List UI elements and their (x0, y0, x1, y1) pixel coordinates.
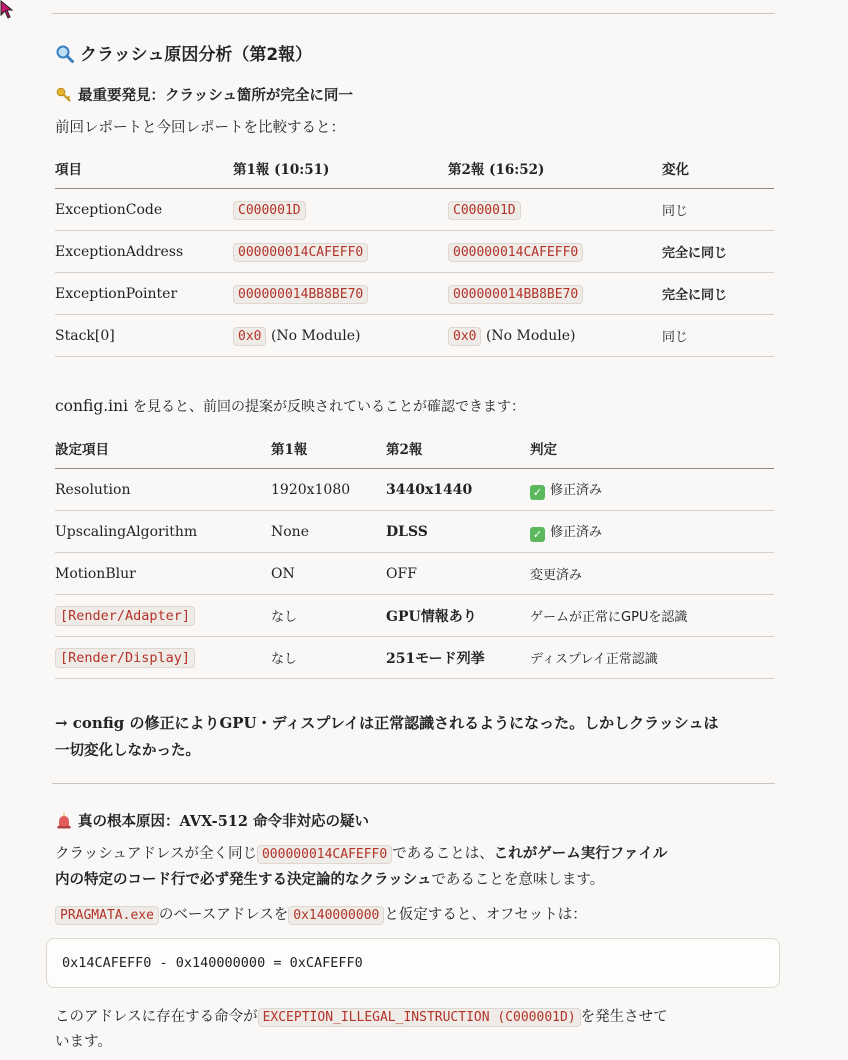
cell-v2: C000001D (448, 189, 662, 231)
column-header: 判定 (530, 428, 774, 469)
column-header: 変化 (662, 148, 774, 189)
cell-item: [Render/Adapter] (55, 595, 271, 637)
cell-v1: 1920x1080 (271, 469, 386, 511)
column-header: 項目 (55, 148, 233, 189)
cell-item: Stack[0] (55, 315, 233, 357)
table-row (55, 273, 774, 315)
cell-v1: ON (271, 553, 386, 595)
cell-item: MotionBlur (55, 553, 271, 595)
table-row (55, 231, 774, 273)
root-cause-paragraph-1-cont: 内の特定のコード行で必ず発生する決定論的なクラッシュであることを意味します。 (55, 872, 605, 888)
cell-item: [Render/Display] (55, 637, 271, 679)
column-header: 第1報 (271, 428, 386, 469)
table-row (55, 637, 774, 679)
root-cause-paragraph-2: PRAGMATA.exe のベースアドレスを 0x140000000 と仮定すると、オフセットは： (55, 903, 587, 924)
check-mark-icon: ✓ (530, 485, 545, 500)
table-header-row (55, 428, 774, 469)
divider-top (52, 13, 775, 14)
cell-v1: None (271, 511, 386, 553)
conclusion-line-1: → config の修正によりGPU・ディスプレイは正常認識されるようになった。しかしクラッシュは (55, 714, 719, 732)
cell-change: 完全に同じ (662, 231, 774, 273)
cell-judge: ✓ 修正済み (530, 511, 774, 553)
key-icon (56, 87, 72, 103)
offset-code-text: 0x14CAFEFF0 - 0x140000000 = 0xCAFEFF0 (62, 955, 363, 971)
cell-v1: 0x0 (No Module) (233, 315, 448, 357)
table-row (55, 553, 774, 595)
conclusion-line-2: 一切変化しなかった。 (55, 743, 200, 759)
column-header: 第2報 (386, 428, 530, 469)
siren-icon (56, 813, 72, 829)
cell-v1: C000001D (233, 189, 448, 231)
crash-compare-table (55, 148, 774, 357)
cell-v1: 000000014CAFEFF0 (233, 231, 448, 273)
cell-item: Resolution (55, 469, 271, 511)
cell-v2: OFF (386, 553, 530, 595)
root-cause-heading: 真の根本原因：AVX-512 命令非対応の疑い (56, 810, 369, 831)
magnifier-icon (56, 45, 74, 63)
offset-code-block (46, 938, 780, 988)
root-cause-paragraph-3-cont: います。 (55, 1034, 112, 1050)
table-row (55, 595, 774, 637)
config-intro: config.ini を見ると、前回の提案が反映されていることが確認できます： (55, 397, 526, 415)
cell-item: ExceptionAddress (55, 231, 233, 273)
column-header: 第2報 (16:52) (448, 148, 662, 189)
cell-change: 同じ (662, 189, 774, 231)
page-title: クラッシュ原因分析（第2報） (56, 40, 312, 65)
check-mark-icon: ✓ (530, 527, 545, 542)
table-row (55, 189, 774, 231)
cell-item: ExceptionCode (55, 189, 233, 231)
cell-change: 同じ (662, 315, 774, 357)
cell-v2: 000000014CAFEFF0 (448, 231, 662, 273)
cell-v1: なし (271, 595, 386, 637)
root-cause-paragraph-1: クラッシュアドレスが全く同じ 000000014CAFEFF0 であることは、これがゲーム実行ファイル (55, 846, 668, 862)
divider-middle (52, 783, 775, 784)
cell-v2: 000000014BB8BE70 (448, 273, 662, 315)
table-row (55, 315, 774, 357)
cell-v2: GPU情報あり (386, 595, 530, 637)
root-cause-paragraph-3: このアドレスに存在する命令が EXCEPTION_ILLEGAL_INSTRUCTION (C000001D) を発生させて (55, 1009, 668, 1025)
cell-item: UpscalingAlgorithm (55, 511, 271, 553)
cell-judge: ✓ 修正済み (530, 469, 774, 511)
column-header: 第1報 (10:51) (233, 148, 448, 189)
mouse-cursor-icon (0, 0, 16, 20)
cell-v1: なし (271, 637, 386, 679)
cell-v1: 000000014BB8BE70 (233, 273, 448, 315)
finding-heading: 最重要発見：クラッシュ箇所が完全に同一 (56, 84, 353, 105)
cell-v2: DLSS (386, 511, 530, 553)
cell-judge: ゲームが正常にGPUを認識 (530, 595, 774, 637)
cell-judge: ディスプレイ正常認識 (530, 637, 774, 679)
finding-intro: 前回レポートと今回レポートを比較すると： (55, 120, 345, 136)
table-header-row (55, 148, 774, 189)
cell-item: ExceptionPointer (55, 273, 233, 315)
cell-v2: 0x0 (No Module) (448, 315, 662, 357)
cell-v2: 251モード列挙 (386, 637, 530, 679)
config-table (55, 428, 774, 679)
cell-judge: 変更済み (530, 553, 774, 595)
table-row (55, 469, 774, 511)
column-header: 設定項目 (55, 428, 271, 469)
cell-v2: 3440x1440 (386, 469, 530, 511)
table-row (55, 511, 774, 553)
cell-change: 完全に同じ (662, 273, 774, 315)
